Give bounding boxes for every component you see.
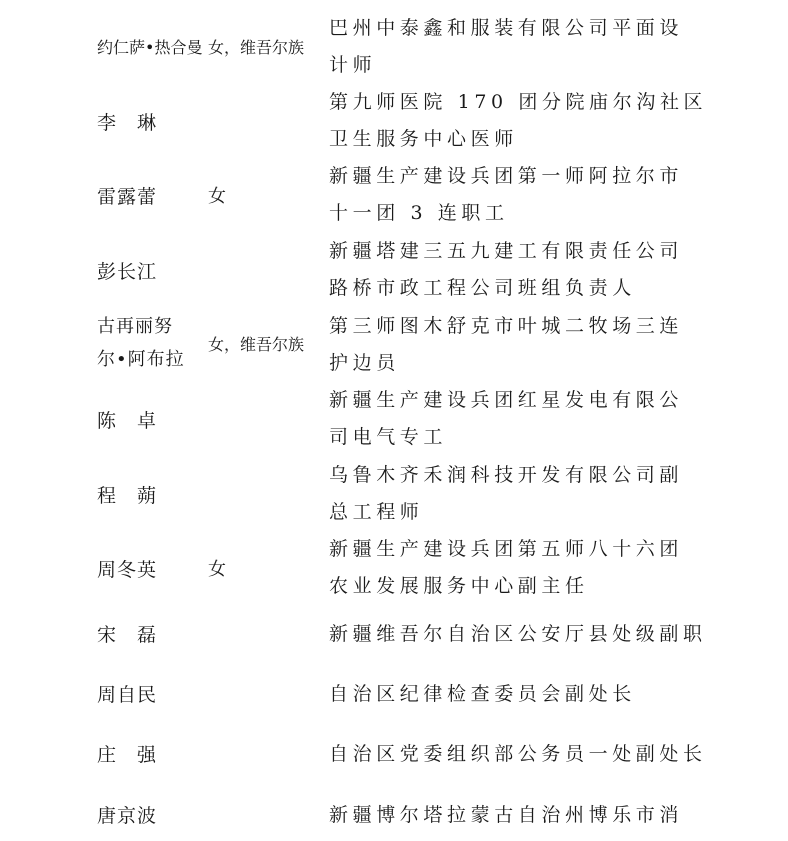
- description-line: 新疆生产建设兵团第五师八十六团: [329, 538, 684, 560]
- person-name: 周自民: [97, 684, 158, 706]
- description-line: 新疆维吾尔自治区公安厅县处级副职: [329, 623, 707, 645]
- description-line: 自治区纪律检查委员会副处长: [329, 683, 636, 705]
- person-name: 庄 强: [97, 744, 158, 766]
- description-line: 路桥市政工程公司班组负责人: [329, 277, 636, 299]
- person-attributes: 女: [208, 186, 226, 207]
- person-description: [329, 676, 709, 713]
- description-line: 护边员: [329, 352, 400, 374]
- description-line: 十一团 3 连职工: [329, 202, 509, 224]
- person-description: [329, 616, 709, 653]
- description-line: 卫生服务中心医师: [329, 128, 518, 150]
- person-description: [329, 457, 709, 531]
- person-name-line: 古再丽努: [97, 316, 173, 337]
- person-name: 约仁萨•热合曼: [97, 38, 203, 57]
- description-line: 新疆塔建三五九建工有限责任公司: [329, 240, 684, 262]
- description-line: 巴州中泰鑫和服装有限公司平面设: [329, 17, 684, 39]
- person-name: 雷露蕾: [97, 186, 158, 208]
- person-name: 陈 卓: [97, 410, 158, 432]
- person-description: [329, 531, 709, 605]
- person-attributes: 女，维吾尔族: [208, 335, 305, 354]
- description-line: 总工程师: [329, 501, 424, 523]
- person-name: 程 蒴: [97, 485, 158, 507]
- description-line: 第三师图木舒克市叶城二牧场三连: [329, 315, 684, 337]
- description-line: 农业发展服务中心副主任: [329, 575, 589, 597]
- person-description: [329, 797, 709, 834]
- description-line: 新疆生产建设兵团第一师阿拉尔市: [329, 165, 684, 187]
- person-attributes: 女，维吾尔族: [208, 38, 305, 57]
- description-line: 新疆博尔塔拉蒙古自治州博乐市消: [329, 804, 684, 826]
- person-description: [329, 84, 709, 158]
- description-line: 司电气专工: [329, 426, 448, 448]
- description-line: 新疆生产建设兵团红星发电有限公: [329, 389, 684, 411]
- person-attributes: 女: [208, 559, 226, 580]
- person-description: [329, 308, 709, 382]
- person-name: 宋 磊: [97, 624, 158, 646]
- person-name: 彭长江: [97, 261, 158, 283]
- person-name: 李 琳: [97, 112, 158, 134]
- person-name-line: 尔•阿布拉: [97, 349, 185, 370]
- person-name: 周冬英: [97, 559, 158, 581]
- person-name: [97, 310, 207, 376]
- person-description: [329, 10, 709, 84]
- description-line: 乌鲁木齐禾润科技开发有限公司副: [329, 464, 684, 486]
- description-line: 第九师医院 170 团分院庙尔沟社区: [329, 91, 708, 113]
- person-name: 唐京波: [97, 805, 158, 827]
- description-line: 计师: [329, 54, 377, 76]
- person-description: [329, 158, 709, 232]
- person-description: [329, 382, 709, 456]
- description-line: 自治区党委组织部公务员一处副处长: [329, 743, 707, 765]
- person-description: [329, 233, 709, 307]
- person-description: [329, 736, 709, 773]
